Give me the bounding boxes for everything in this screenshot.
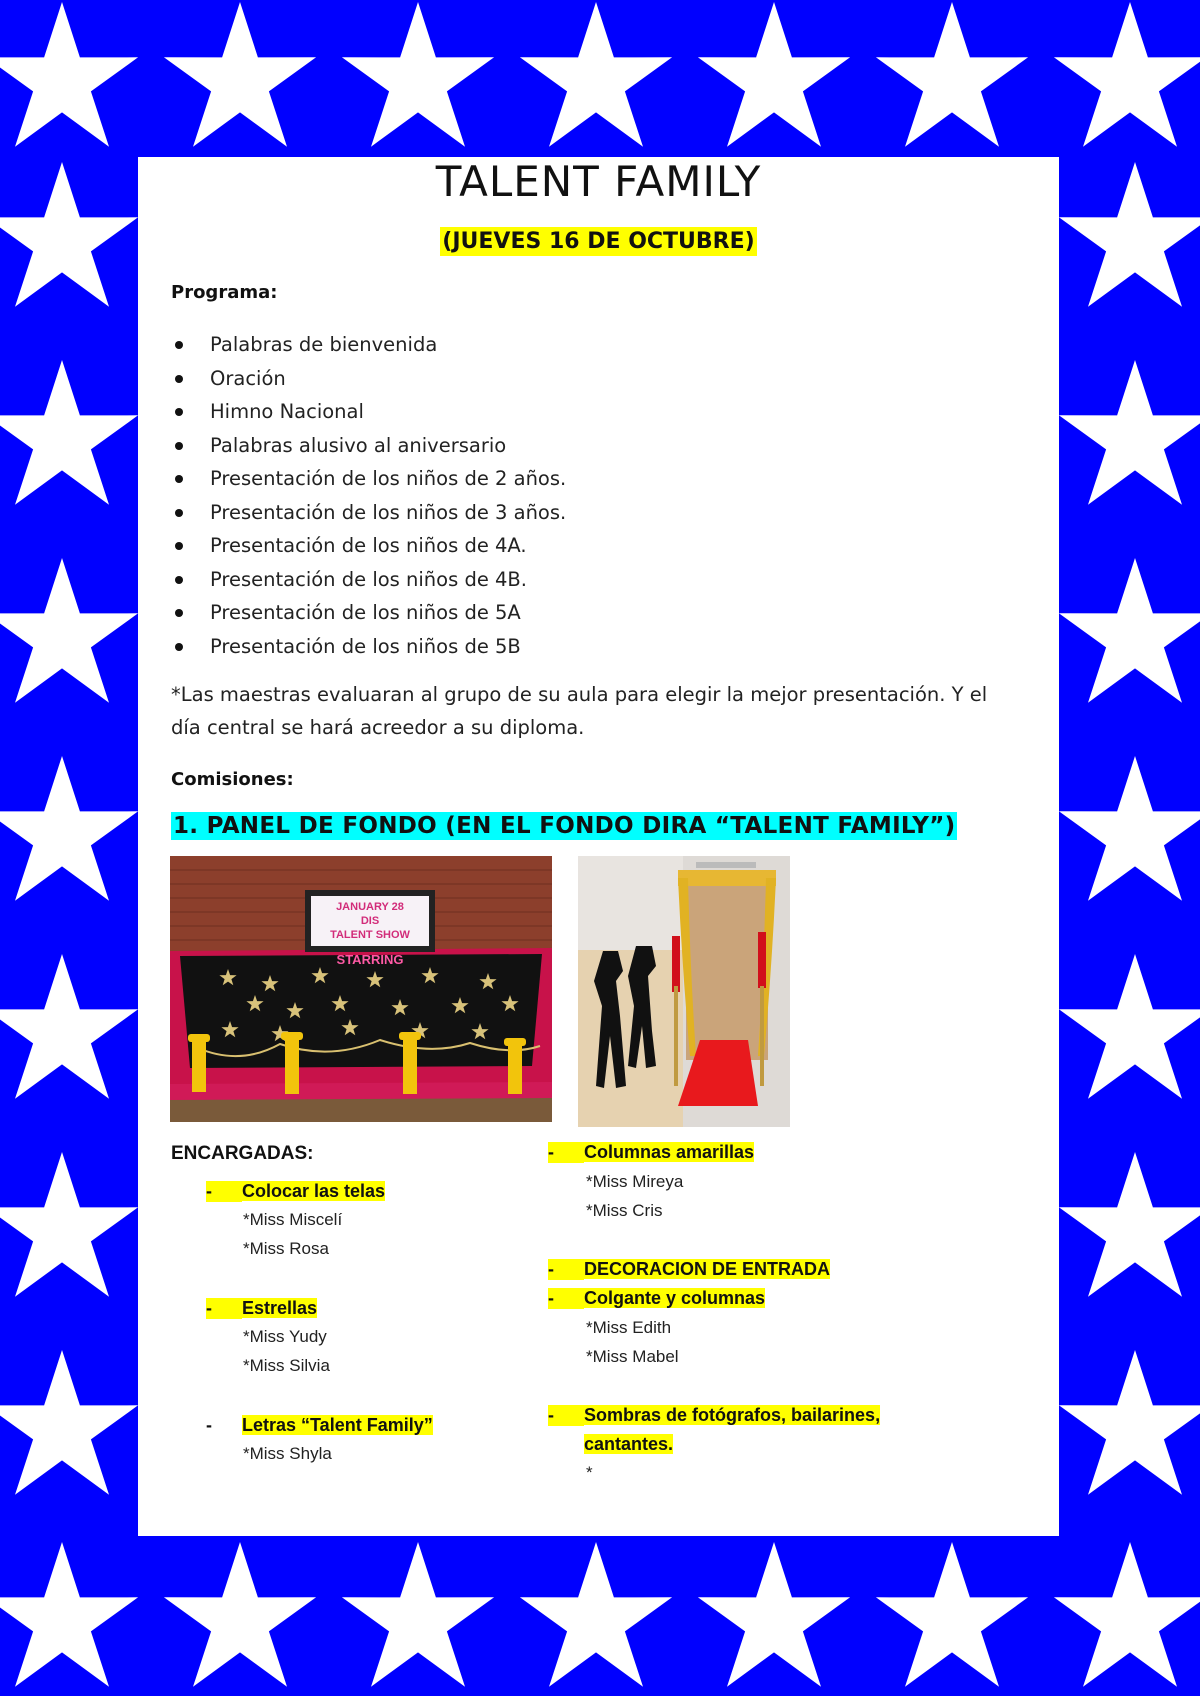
- program-list: [138, 328, 1018, 663]
- program-item: Palabras alusivo al aniversario: [138, 429, 1018, 463]
- bullet-icon: [175, 408, 183, 416]
- task-row: [548, 1259, 830, 1280]
- event-date-wrap: [138, 229, 1059, 254]
- note-paragraph: [171, 678, 1051, 744]
- program-item: Presentación de los niños de 3 años.: [138, 496, 1018, 530]
- bullet-icon: [175, 475, 183, 483]
- task-row: [206, 1415, 433, 1436]
- bullet-icon: [175, 341, 183, 349]
- task-dash: -: [206, 1415, 212, 1435]
- bullet-icon: [175, 542, 183, 550]
- person-name: *Miss Shyla: [243, 1444, 332, 1463]
- task-dash: -: [206, 1298, 242, 1319]
- program-item: Presentación de los niños de 5B: [138, 630, 1018, 664]
- bullet-icon: [175, 442, 183, 450]
- entrance-decoration-photo: [578, 856, 790, 1127]
- bullet-icon: [175, 375, 183, 383]
- task-row: [206, 1181, 385, 1202]
- person-name: *Miss Cris: [586, 1201, 663, 1220]
- task-label: cantantes.: [584, 1434, 674, 1454]
- task-label: Estrellas: [242, 1298, 318, 1318]
- program-item: Oración: [138, 362, 1018, 396]
- task-row: [548, 1288, 765, 1309]
- person-name: *Miss Edith: [586, 1318, 672, 1337]
- document-title: TALENT FAMILY: [435, 157, 762, 206]
- program-item: Presentación de los niños de 4B.: [138, 563, 1018, 597]
- task-row: [548, 1142, 754, 1163]
- program-item: Presentación de los niños de 5A: [138, 596, 1018, 630]
- program-item: Presentación de los niños de 4A.: [138, 529, 1018, 563]
- task-dash: -: [548, 1405, 584, 1426]
- sign-line: JANUARY 28: [336, 901, 404, 913]
- task-label: Letras “Talent Family”: [242, 1415, 433, 1435]
- document-page: [138, 157, 1059, 1536]
- task-row-continued: [584, 1434, 673, 1455]
- bullet-icon: [175, 509, 183, 517]
- task-row: [206, 1298, 317, 1319]
- sign-starring: STARRING: [336, 952, 404, 967]
- task-dash: -: [206, 1181, 242, 1202]
- task-dash: -: [548, 1142, 584, 1163]
- task-label: Columnas amarillas: [584, 1142, 755, 1162]
- bullet-icon: [175, 609, 183, 617]
- event-date: (JUEVES 16 DE OCTUBRE): [442, 229, 755, 254]
- program-item: Himno Nacional: [138, 395, 1018, 429]
- person-name: *Miss Rosa: [243, 1239, 329, 1258]
- task-label: Sombras de fotógrafos, bailarines,: [584, 1405, 881, 1425]
- stage-panel-photo: [170, 856, 552, 1122]
- person-name: *Miss Silvia: [243, 1356, 330, 1375]
- program-label: Programa:: [171, 282, 278, 303]
- task-row: [548, 1405, 880, 1426]
- task-label: Colocar las telas: [242, 1181, 386, 1201]
- person-name: *Miss Mabel: [586, 1347, 679, 1366]
- bullet-icon: [175, 576, 183, 584]
- section-heading-wrap: [171, 813, 957, 839]
- task-label: Colgante y columnas: [584, 1288, 766, 1308]
- commissions-label: Comisiones:: [171, 769, 294, 790]
- program-item: Palabras de bienvenida: [138, 328, 1018, 362]
- task-dash: -: [548, 1259, 584, 1280]
- person-name: *Miss Yudy: [243, 1327, 327, 1346]
- section-heading: 1. PANEL DE FONDO (EN EL FONDO DIRA “TALENT FAMILY”): [173, 813, 956, 839]
- task-label: DECORACION DE ENTRADA: [584, 1259, 831, 1279]
- person-name: *Miss Mireya: [586, 1172, 684, 1191]
- note-line: día central se hará acreedor a su diploma.: [171, 716, 585, 739]
- person-name: *Miss Miscelí: [243, 1210, 343, 1229]
- person-name: *: [586, 1463, 593, 1482]
- encargadas-label: ENCARGADAS:: [171, 1143, 314, 1164]
- program-item: Presentación de los niños de 2 años.: [138, 462, 1018, 496]
- bullet-icon: [175, 643, 183, 651]
- note-line: *Las maestras evaluaran al grupo de su aula para elegir la mejor presentación. Y el: [171, 683, 988, 706]
- sign-line: TALENT SHOW: [330, 929, 410, 941]
- sign-line: DIS: [360, 915, 380, 927]
- task-dash: -: [548, 1288, 584, 1309]
